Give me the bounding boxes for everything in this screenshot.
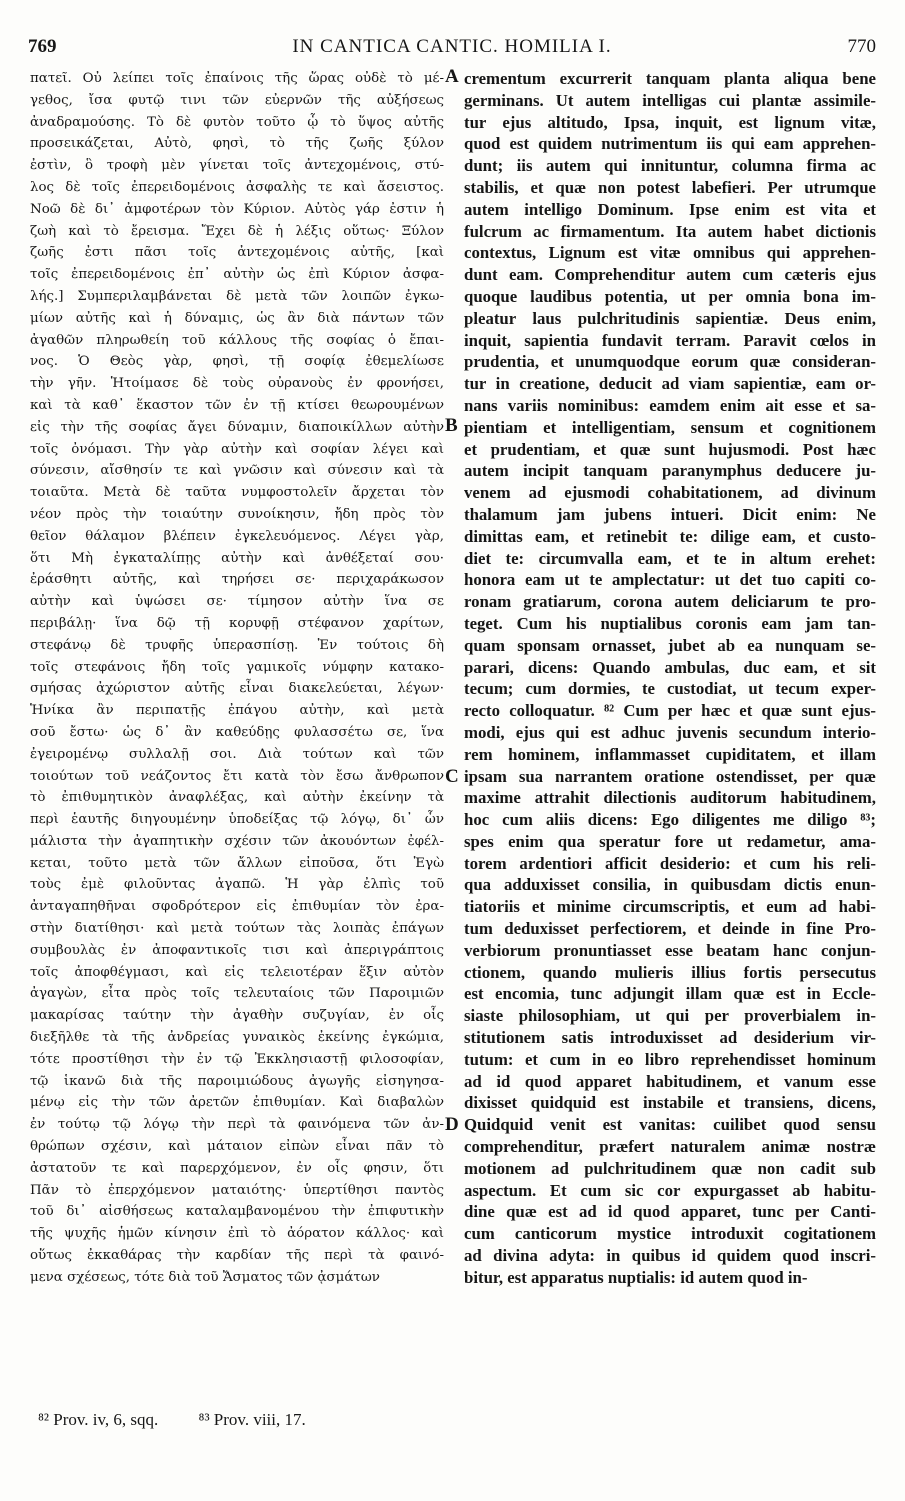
latin-text-line: venem ad ejusmodi cohabitationem, ad divinum — [464, 483, 876, 503]
greek-text-line: ὅτι Μὴ ἐγκαταλίπῃς αὐτὴν καὶ ἀνθέξεταί σου· — [30, 550, 444, 566]
greek-text-line: τοὺς ἐμὲ φιλοῦντας ἀγαπῶ. Ἡ γὰρ ἐλπὶς τοῦ — [30, 877, 444, 893]
latin-text-line: ronam gratiarum, corona autem deliciarum te pro- — [464, 592, 876, 612]
latin-text-line: torem ardentiori afficit desiderio: et cum his reli- — [464, 853, 876, 873]
greek-text-line: τοῖς ἀποφθέγμασι, καὶ εἰς τελειοτέραν ἕξιν αὐτὸν — [30, 964, 444, 980]
greek-text-line: σοῦ ἔστω· ὡς δ᾽ ἂν καθεύδῃς φυλασσέτω σε, ἵνα — [30, 724, 444, 740]
latin-text-line: quam sponsam ornasset, jubet ab ea nunquam se- — [464, 635, 876, 655]
greek-text-line: ζωὴ καὶ τὸ ἔρεισμα. Ἔχει δὲ ἡ λέξις οὕτως· Ξύλον — [30, 223, 444, 239]
page-number-right: 770 — [847, 36, 876, 57]
greek-text-line: τοῖς ὀνόμασι. Τὴν γὰρ αὐτὴν καὶ σοφίαν λέγει καὶ — [30, 441, 444, 457]
greek-text-line: καὶ τὰ καθ᾽ ἕκαστον τῶν ἐν τῇ κτίσει θεωρουμένων — [30, 397, 444, 413]
latin-text-line: stitutionem satis introduxisset ad desiderium vir- — [464, 1028, 876, 1048]
latin-text-line: tutum: et cum in eo libro reprehendisset hominum — [464, 1049, 876, 1069]
greek-text-line: Πᾶν τὸ ἐπερχόμενον ματαιότης· ὑπερτίθησι παντὸς — [30, 1182, 444, 1198]
latin-text-line: nans variis nominibus: eamdem enim ait esse et sa- — [464, 395, 876, 415]
greek-text-line: ἀγαγὼν, εἶτα πρὸς τοῖς τελευταίοις τῶν Παροιμιῶν — [30, 986, 444, 1002]
greek-text-line: ἐστὶν, ὃ τροφὴ μὲν γίνεται τοῖς ἀντεχομένοις, στύ- — [30, 158, 444, 174]
latin-text-line: diet te: circumvalla eam, et te in altum erehet: — [464, 548, 876, 568]
latin-text-line: fulcrum ac firmamentum. Ita autem habet dictionis — [464, 221, 876, 241]
latin-text-line: motionem ad pulchritudinem quæ non cadit sub — [464, 1158, 876, 1178]
greek-text-line: ἀστατοῦν τε καὶ παρερχόμενον, ἐν οἷς φησιν, ὅτι — [30, 1160, 444, 1176]
greek-text-line: μακαρίσας ταύτην τὴν ἀγαθὴν συζυγίαν, ἐν οἷς — [30, 1008, 444, 1024]
greek-text-line: σύνεσιν, αἴσθησίν τε καὶ γνῶσιν καὶ σύνεσιν καὶ τὰ — [30, 463, 444, 479]
greek-text-line: συμβουλὰς ἐν ἀποφαντικοῖς τισι καὶ ἀπεριγράπτοις — [30, 942, 444, 958]
greek-text-line: τὸ ἐπιθυμητικὸν ἀναφλέξας, καὶ αὐτὴν ἐκείνην τὰ — [30, 790, 444, 806]
greek-text-line: τὴν γῆν. Ἡτοίμασε δὲ τοὺς οὐρανοὺς ἐν φρονήσει, — [30, 376, 444, 392]
greek-text-line: μάλιστα τὴν ἀγαπητικὴν σχέσιν τῶν ἀκουόντων ἐφέλ- — [30, 833, 444, 849]
latin-text-line: autem intelligo Dominum. Ipse enim est vita et — [464, 199, 876, 219]
greek-text-line: προσεικάζεται, Αὐτὸ, φησὶ, τὸ τῆς ζωῆς ξύλον — [30, 136, 444, 152]
latin-text-line: dine quæ est ad id quod apparet, tunc per Canti- — [464, 1202, 876, 1222]
greek-text-line: σμήσας ἀχώριστον αὐτῆς εἶναι διακελεύεται, λέγων· — [30, 681, 444, 697]
running-header — [28, 36, 876, 60]
latin-text-line: thalamum jam jubens intueri. Dicit enim: Ne — [464, 504, 876, 524]
footnote: ⁸² Prov. iv, 6, sqq. — [38, 1410, 159, 1429]
latin-text-line: recto colloquatur. ⁸² Cum per hæc et quæ sunt ejus- — [464, 701, 876, 721]
footnotes — [38, 1410, 342, 1430]
latin-text-line: quod est quidem nutrimentum iis qui eam apprehen- — [464, 134, 876, 154]
greek-text-line: περιβάλῃ· ἵνα δῷ τῇ κορυφῇ στέφανον χαρίτων, — [30, 615, 444, 631]
latin-text-line: prudentia, et unumquodque eorum quæ consideran- — [464, 352, 876, 372]
latin-text-line: maxime attrahit dilectionis auditorum habitudinem, — [464, 788, 876, 808]
greek-text-line: ἀγαθῶν πληρωθείη τοῦ κάλλους τῆς σοφίας ὁ ἔπαι- — [30, 332, 444, 348]
latin-text-column — [464, 68, 876, 1289]
greek-text-line: τοῖς ἐπερειδομένοις ἐπ᾽ αὐτὴν ὡς ἐπὶ Κύριον ἀσφα- — [30, 267, 444, 283]
margin-marker-b: B — [445, 415, 458, 436]
latin-text-line: siaste philosophiam, ut qui per proverbialem in- — [464, 1006, 876, 1026]
greek-text-line: λής.] Συμπεριλαμβάνεται δὲ μετὰ τῶν λοιπῶν ἐγκω- — [30, 288, 444, 304]
greek-text-line: ἀναδραμούσης. Τὸ δὲ φυτὸν τοῦτο ᾧ τὸ ὕψος αὐτῆς — [30, 114, 444, 130]
latin-text-line: germinans. Ut autem intelligas cui plantæ assimile- — [464, 90, 876, 110]
latin-text-line: tum deduxisset perfectiorem, et deinde in fine Pro- — [464, 919, 876, 939]
latin-text-line: stabilis, et quæ non potest labefieri. Per utrumque — [464, 177, 876, 197]
latin-text-line: pientiam et intelligentiam, sensum et cognitionem — [464, 417, 876, 437]
greek-text-line: μενα σχέσεως, τότε διὰ τοῦ Ἄσματος τῶν ᾀσμάτων — [30, 1269, 380, 1285]
latin-text-line: spes enim qua speratur fore ut redametur, ama- — [464, 831, 876, 851]
latin-text-line: hoc cum aliis dicens: Ego diligentes me diligo ⁸³; — [464, 810, 876, 830]
greek-text-line: ἐγειρομένῳ συλλαλῇ σοι. Διὰ τούτων καὶ τῶν — [30, 746, 444, 762]
greek-text-line: τοῦ δι᾽ αἰσθήσεως καταλαμβανομένου τὴν ἐπιφυτικὴν — [30, 1204, 444, 1220]
greek-text-line: εἰς τὴν τῆς σοφίας ἄγει δύναμιν, διαποικίλλων αὐτὴν — [30, 419, 444, 435]
latin-text-line: qua adduxisset consilia, in quibusdam dictis enun- — [464, 875, 876, 895]
greek-text-line: ἐράσθητι αὐτῆς, καὶ τηρήσει σε· περιχαράκωσον — [30, 572, 444, 588]
greek-text-column — [30, 68, 444, 1289]
latin-text-line: teget. Cum his nuptialibus coronis eam jam tan- — [464, 613, 876, 633]
greek-text-line: περὶ ἑαυτῆς διηγουμένην ὑποδείξας τῷ λόγῳ, δι᾽ ὧν — [30, 812, 444, 828]
latin-text-line: Quidquid venit est vanitas: cuilibet quod sensu — [464, 1115, 876, 1135]
greek-text-line: γεθος, ἴσα φυτῷ τινι τῶν εὐερνῶν τῆς αὐξήσεως — [30, 92, 444, 108]
greek-text-line: ζωῆς ἐστι πᾶσι τοῖς ἀντεχομένοις αὐτῆς, [καὶ — [30, 245, 444, 261]
greek-text-line: τότε προστίθησι τὴν ἐν τῷ Ἐκκλησιαστῇ φιλοσοφίαν, — [30, 1051, 444, 1067]
greek-text-line: διεξῆλθε τὰ τῆς ἀνδρείας γυναικὸς ἐκείνης ἐγκώμια, — [30, 1030, 444, 1046]
greek-text-line: Ἡνίκα ἂν περιπατῇς ἐπάγου αὐτὴν, καὶ μετὰ — [30, 703, 444, 719]
margin-marker-c: C — [445, 766, 459, 787]
latin-text-line: et prudentiam, et quæ sunt hujusmodi. Post hæc — [464, 439, 876, 459]
latin-text-line: inquit, sapientia fundavit terram. Paravit cœlos in — [464, 330, 876, 350]
greek-text-line: θρώπων σχέσιν, καὶ μάταιον εἰπὼν εἶναι πᾶν τὸ — [30, 1139, 444, 1155]
latin-text-line: dimittas eam, et retinebit te: dilige eam, et custo- — [464, 526, 876, 546]
greek-text-line: στὴν διατίθησι· καὶ μετὰ τούτων τὰς λοιπὰς ἐπάγων — [30, 921, 444, 937]
greek-text-line: μένῳ εἰς τὴν τῶν ἀρετῶν ἐπιθυμίαν. Καὶ διαβαλὼν — [30, 1095, 444, 1111]
latin-text-line: tecum; cum dormies, te custodiat, ut tecum exper- — [464, 679, 876, 699]
latin-text-line: parari, dicens: Quando ambulas, duc eam, et sit — [464, 657, 876, 677]
greek-text-line: ἐν τούτῳ τῷ λόγῳ τὴν περὶ τὰ φαινόμενα τῶν ἀν- — [30, 1117, 444, 1133]
greek-text-line: πατεῖ. Οὐ λείπει τοῖς ἐπαίνοις τῆς ὥρας οὐδὲ τὸ μέ- — [30, 71, 444, 86]
latin-text-line: ipsam sua narrantem oratione ostendisset, per quæ — [464, 766, 876, 786]
latin-text-line: cum canticorum mystice introduxit cogitationem — [464, 1224, 876, 1244]
greek-text-line: κεται, τοῦτο μετὰ τῶν ἄλλων εἰποῦσα, ὅτι Ἐγὼ — [30, 855, 444, 871]
latin-text-line: est encomia, tunc adjungit illam quæ est in Eccle- — [464, 984, 876, 1004]
greek-text-line: μίων αὐτῆς καὶ ἡ δύναμις, ὡς ἂν διὰ πάντων τῶν — [30, 310, 444, 326]
latin-text-line: bitur, est apparatus nuptialis: id autem quod in- — [464, 1267, 808, 1287]
latin-text-line: rem hominem, inflammasset cupiditatem, et illam — [464, 744, 876, 764]
greek-text-line: τῆς ψυχῆς ἡμῶν κίνησιν ἐπὶ τὸ ἀόρατον κάλλος· καὶ — [30, 1226, 444, 1242]
latin-text-line: quoque laudibus potentia, ut per omnia bona im- — [464, 286, 876, 306]
greek-text-line: τοιαῦτα. Μετὰ δὲ ταῦτα νυμφοστολεῖν ἄρχεται τὸν — [30, 485, 444, 501]
latin-text-line: ctionem, quando mulieris illius fortis persecutus — [464, 962, 876, 982]
page-number-left: 769 — [28, 36, 57, 57]
latin-text-line: dunt; iis autem qui innituntur, columna firma ac — [464, 156, 876, 176]
greek-text-line: ἀνταγαπηθῆναι σφοδρότερον εἰς ἐπιθυμίαν τὸν ἐρα- — [30, 899, 444, 915]
latin-text-line: ad divina adyta: in quibus id quidem quod inscri- — [464, 1246, 876, 1266]
greek-text-line: νέον πρὸς τὴν τοιαύτην συνοίκησιν, ἤδη πρὸς τὸν — [30, 506, 444, 522]
greek-text-line: τοιούτων τοῦ νεάζοντος ἔτι κατὰ τὸν ἔσω ἄνθρωπον — [30, 768, 444, 784]
latin-text-line: modi, ejus qui est adhuc juvenis secundum interio- — [464, 722, 876, 742]
latin-text-line: dunt eam. Comprehenditur autem cum cæteris ejus — [464, 265, 876, 285]
greek-text-line: θεῖον θάλαμον βλέπειν ἐγκελευόμενος. Λέγει γὰρ, — [30, 528, 444, 544]
latin-text-line: comprehenditur, præfert naturalem animæ nostræ — [464, 1137, 876, 1157]
latin-text-line: autem incipit tanquam paranymphus deducere ju- — [464, 461, 876, 481]
latin-text-line: contextus, Lignum est vitæ omnibus qui apprehen- — [464, 243, 876, 263]
latin-text-line: ad id quod apparet habitudinem, et vanum esse — [464, 1071, 876, 1091]
greek-text-line: λος δὲ τοῖς ἐπερειδομένοις ἀσφαλὴς τε καὶ ἄσειστος. — [30, 179, 444, 195]
latin-text-line: dixisset quidquid est instabile et transiens, dicens, — [464, 1093, 876, 1113]
margin-marker-d: D — [445, 1114, 459, 1135]
latin-text-line: verbiorum pronuntiasset esse beatam hanc conjun- — [464, 940, 876, 960]
latin-text-line: pleatur laus pulchritudinis sapientiæ. Deus enim, — [464, 308, 876, 328]
footnote: ⁸³ Prov. viii, 17. — [198, 1410, 306, 1429]
greek-text-line: τοῖς στεφάνοις ἤδη τοῖς γαμικοῖς νύμφην κατακο- — [30, 659, 444, 675]
greek-text-line: τῷ ἱκανῶ διὰ τῆς παροιμιώδους ἀγωγῆς εἰσηγησα- — [30, 1073, 444, 1089]
greek-text-line: νος. Ὁ Θεὸς γὰρ, φησὶ, τῇ σοφίᾳ ἐθεμελίωσε — [30, 354, 444, 370]
margin-marker-a: A — [445, 66, 459, 87]
greek-text-line: αὐτὴν καὶ ὑψώσει σε· τίμησον αὐτὴν ἵνα σε — [30, 594, 444, 610]
running-title: IN CANTICA CANTIC. HOMILIA I. — [292, 36, 612, 57]
latin-text-line: honora eam ut te amplectatur: ut det tuo capiti co- — [464, 570, 876, 590]
latin-text-line: tiatoriis et minime circumscriptis, et eum ad habi- — [464, 897, 876, 917]
latin-text-line: aspectum. Et cum sic cor expurgasset ab habitu- — [464, 1180, 876, 1200]
latin-text-line: tur in creatione, deducit ad viam sapientiæ, eam or- — [464, 374, 876, 394]
greek-text-line: Νοῶ δὲ δι᾽ ἀμφοτέρων τὸν Κύριον. Αὐτὸς γάρ ἐστιν ἡ — [30, 201, 444, 217]
greek-text-line: στεφάνῳ δὲ τρυφῆς ὑπερασπίσῃ. Ἐν τούτοις δὴ — [30, 637, 444, 653]
greek-text-line: οὕτως ἐκκαθάρας τὴν καρδίαν τῆς περὶ τὰ φαινό- — [30, 1248, 444, 1264]
latin-text-line: tur ejus altitudo, Ipsa, inquit, est lignum vitæ, — [464, 112, 876, 132]
latin-text-line: crementum excurrerit tanquam planta aliqua bene — [464, 69, 876, 88]
